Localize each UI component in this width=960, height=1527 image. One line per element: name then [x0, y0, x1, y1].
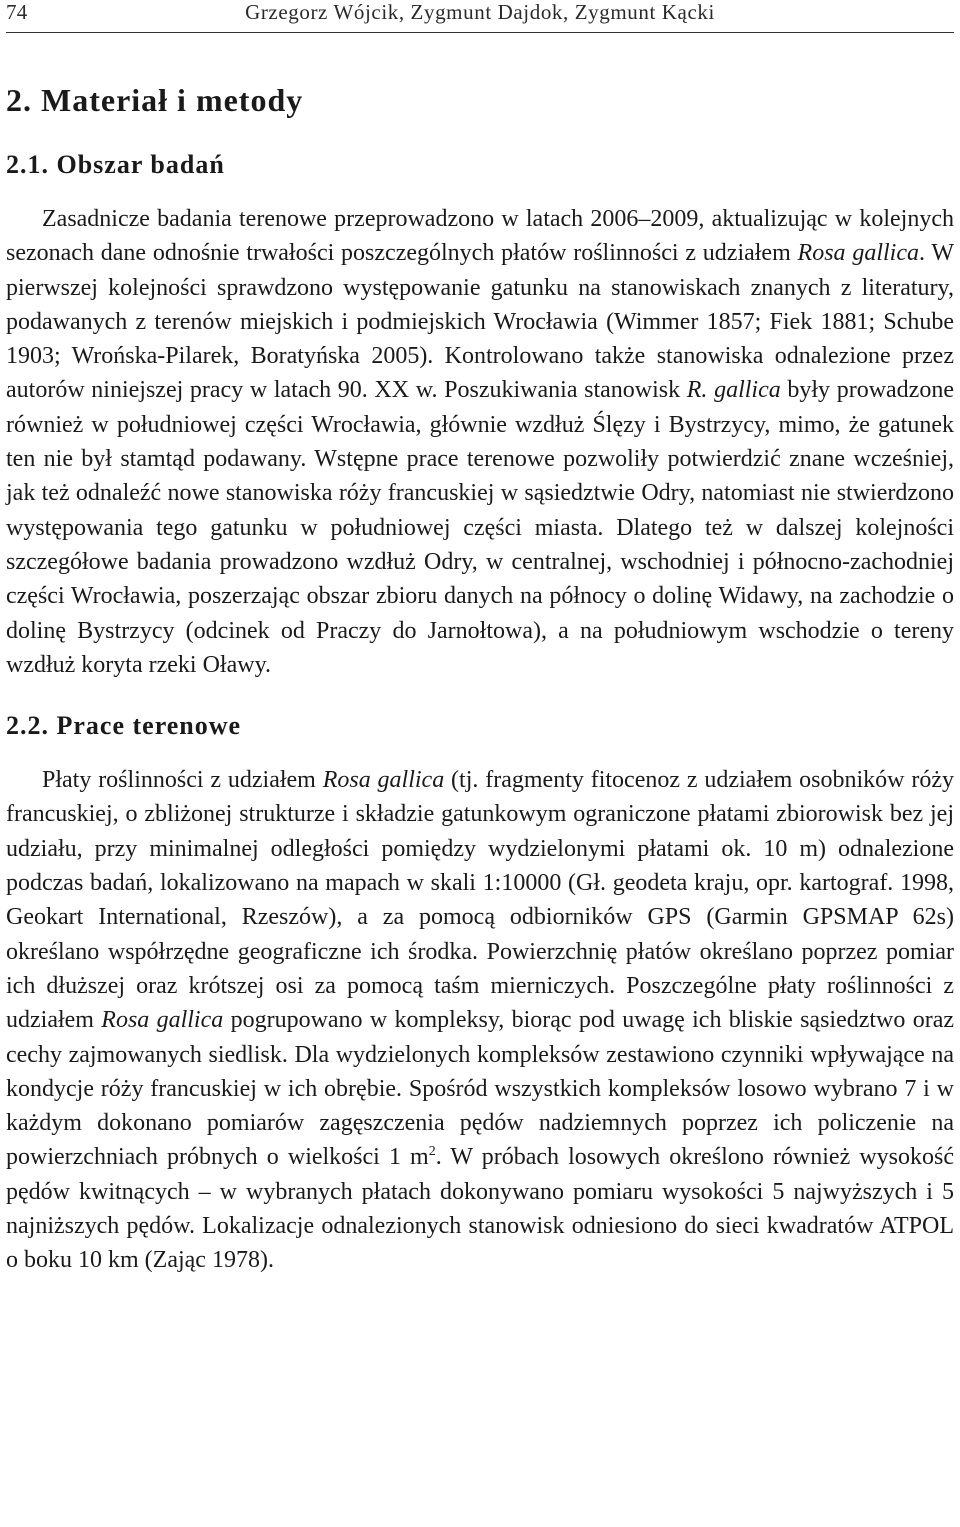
superscript: 2: [428, 1144, 436, 1160]
text-run: (tj. fragmenty fitocenoz z udziałem osobników róży francuskiej, o zbliżonej strukturze i składzie gatunkowym ograniczone płatami zbiorowisk bez jej udziału, przy minimalnej odległości pomiędzy wydzielonymi płatami ok. 10 m) odnalezione podczas badań, lokalizowano na mapach w skali 1:10000 (Gł. geodeta kraju, opr. kartograf. 1998, Geokart International, Rzeszów), a za pomocą odbiorników GPS (Garmin GPSMAP 62s) określano współrzędne geograficzne ich środka. Powierzchnię płatów określano poprzez pomiar ich dłuższej oraz krótszej osi za pomocą taśm mierniczych. Poszczególne płaty roślinności z udziałem: [6, 767, 954, 1034]
species-name: Rosa gallica: [322, 767, 445, 794]
species-name: Rosa gallica: [797, 240, 919, 267]
subsection-title-study-area: 2.1. Obszar badań: [6, 150, 225, 179]
subsection-title-field-work: 2.2. Prace terenowe: [6, 711, 242, 741]
running-head-authors: Grzegorz Wójcik, Zygmunt Dajdok, Zygmunt Kącki: [245, 0, 715, 24]
paragraph-field-work: [6, 763, 954, 1277]
page-number: 74: [6, 0, 28, 24]
text-run: Płaty roślinności z udziałem: [42, 767, 323, 794]
species-name: R. gallica: [686, 377, 781, 404]
running-head: [6, 0, 954, 24]
text-run: . W próbach losowych określono również wysokość pędów kwitnących – w wybranych płatach dokonywano pomiaru wysokości 5 najwyższych i 5 najniższych pędów. Lokalizacje odnalezionych stanowisk odniesiono do sieci kwadratów ATPOL o boku 10 km (Zając 1978).: [6, 1144, 955, 1274]
text-run: pogrupowano w kompleksy, biorąc pod uwagę ich bliskie sąsiedztwo oraz cechy zajmowanych siedlisk. Dla wydzielonych kompleksów zestawiono czynniki wpływające na kondycje róży francuskiej w ich obrębie. Spośród wszystkich kompleksów losowo wybrano 7 i w każdym dokonano pomiarów zagęszczenia pędów nadziemnych poprzez ich policzenie na powierzchniach próbnych o wielkości 1 m: [6, 1007, 955, 1171]
text-run: Zasadnicze badania terenowe przeprowadzono w latach 2006–2009, aktualizując w kolejnych sezonach dane odnośnie trwałości poszczególnych płatów roślinności z udziałem: [6, 206, 954, 267]
paragraph-study-area: [6, 202, 954, 682]
section-title: 2. Materiał i metody: [6, 82, 304, 118]
header-rule: [6, 32, 954, 33]
species-name: Rosa gallica: [101, 1007, 224, 1034]
text-run: były prowadzone również w południowej części Wrocławia, głównie wzdłuż Ślęzy i Bystrzycy, mimo, że gatunek ten nie był stamtąd podawany. Wstępne prace terenowe pozwoliły potwierdzić znane wcześniej, jak też odnaleźć nowe stanowiska róży francuskiej w sąsiedztwie Odry, natomiast nie stwierdzono występowania tego gatunku w południowej części miasta. Dlatego też w dalszej kolejności szczegółowe badania prowadzono wzdłuż Odry, w centralnej, wschodniej i północno-zachodniej części Wrocławia, poszerzając obszar zbioru danych na północy o dolinę Widawy, na zachodzie o dolinę Bystrzycy (odcinek od Praczy do Jarnołtowa), a na południowym wschodzie o tereny wzdłuż koryta rzeki Oławy.: [6, 377, 954, 678]
text-run: . W pierwszej kolejności sprawdzono występowanie gatunku na stanowiskach znanych z literatury, podawanych z terenów miejskich i podmiejskich Wrocławia (Wimmer 1857; Fiek 1881; Schube 1903; Wrońska-Pilarek, Boratyńska 2005). Kontrolowano także stanowiska odnalezione przez autorów niniejszej pracy w latach 90. XX w. Poszukiwania stanowisk: [6, 240, 955, 404]
